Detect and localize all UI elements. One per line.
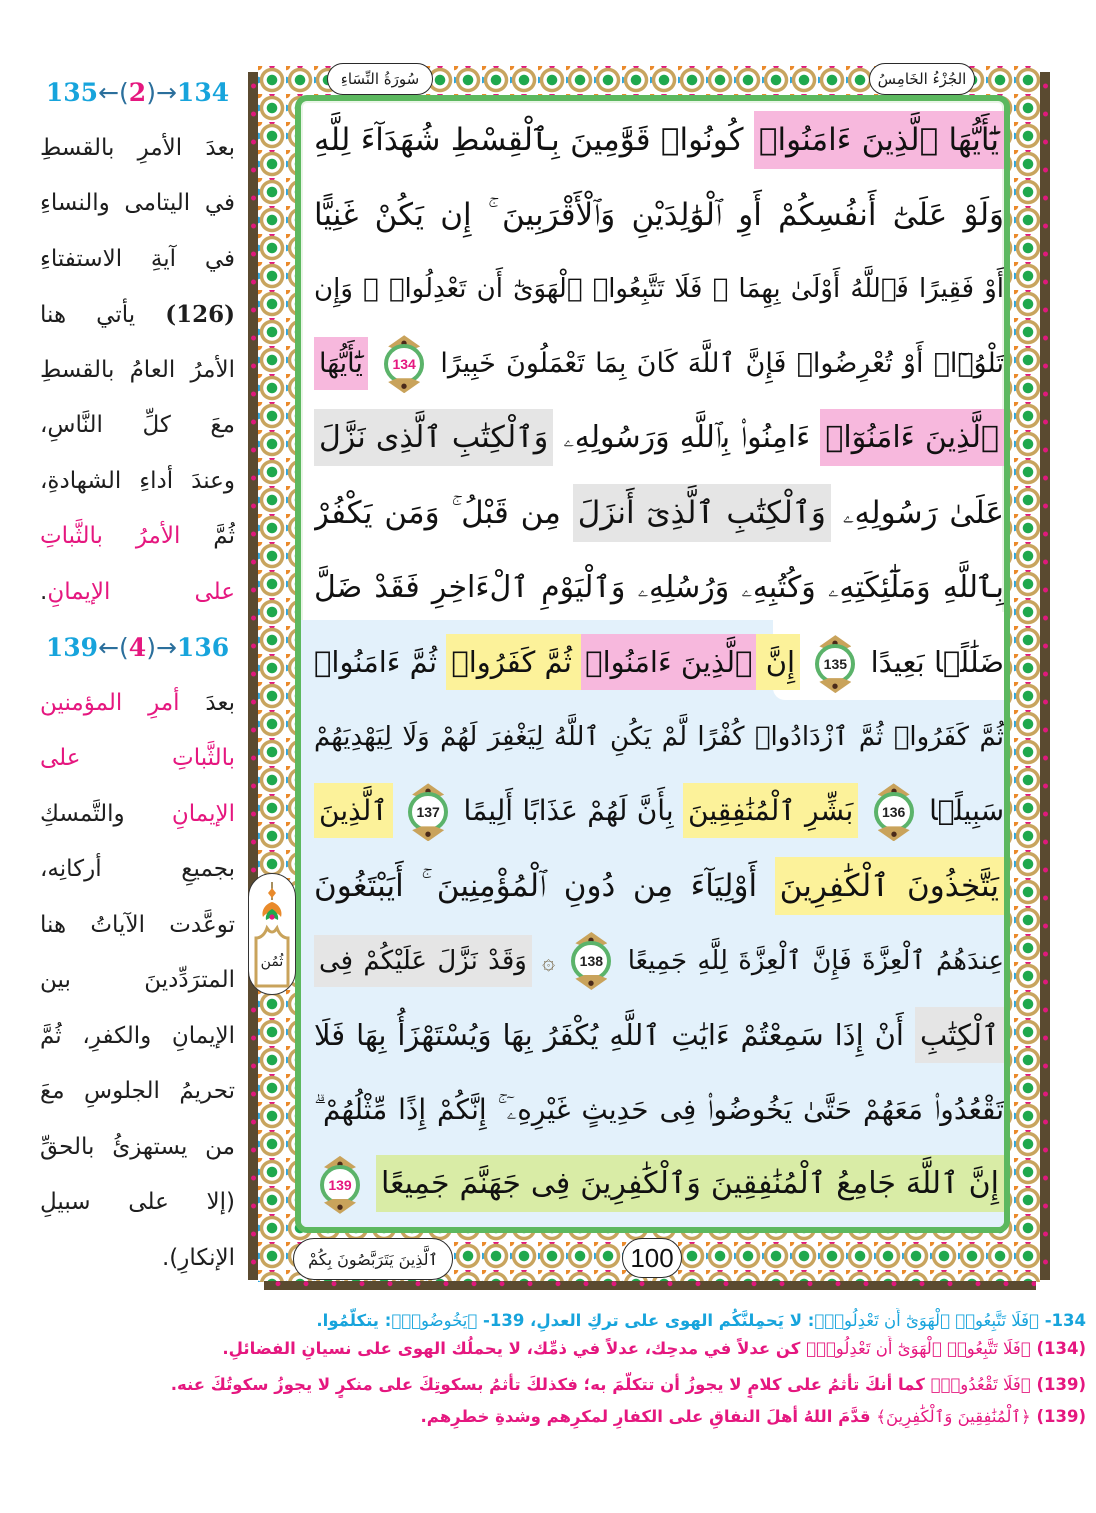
verse-text: سَبِيلًۢا — [929, 794, 1004, 828]
highlight-gray: وَقَدْ نَزَّلَ عَلَيْكُمْ فِى — [314, 935, 532, 987]
commentary-text: والتَّمسكِ — [40, 800, 172, 827]
verse-text: أَوْ فَقِيرًا فَٱللَّهُ أَوْلَىٰ بِهِمَا ۖ فَلَا تَتَّبِعُوا۟ ٱلْهَوَىٰٓ أَن تَعْدِلُوا۟ ۚ وَإِن — [314, 274, 1004, 305]
quran-line-2 — [314, 178, 1004, 253]
range-end: 135 — [45, 78, 99, 107]
quran-line-6 — [314, 476, 1004, 551]
quran-line-8 — [314, 625, 1004, 700]
thumn-marker — [248, 873, 296, 995]
verse-end-marker — [812, 635, 858, 693]
verse-text: ثُمَّ كَفَرُوا۟ ثُمَّ ٱزْدَادُوا۟ كُفْرًا لَّمْ يَكُنِ ٱللَّهُ لِيَغْفِرَ لَهُمْ وَلَا لِيَهْدِيَهُمْ — [314, 721, 1004, 752]
note-verse-number: 134- — [1038, 1311, 1086, 1330]
verse-number: 137 — [408, 792, 448, 832]
range-start: 136 — [176, 633, 230, 662]
commentary-text: يأتي هنا — [40, 302, 166, 328]
verse-number: 136 — [874, 792, 914, 832]
verse-text: عَلَىٰ رَسُولِهِۦ — [842, 494, 1004, 531]
thumn-ornament-icon — [250, 878, 294, 990]
border-tick-marks-left — [248, 72, 258, 1280]
commentary-line — [40, 287, 235, 343]
verse-text: مِن قَبْلُ ۚ وَمَن يَكْفُرْ — [314, 494, 561, 531]
verse-text: إِنَّ — [765, 645, 796, 680]
note-verse-number: (134) — [1030, 1339, 1086, 1358]
commentary-emphasis: الإيمانِ — [171, 800, 235, 827]
commentary-emphasis: أمرِ المؤمنين — [40, 689, 180, 716]
commentary-line — [40, 731, 235, 787]
highlight-gray: وَٱلْكِتَٰبِ ٱلَّذِى نَزَّلَ — [314, 409, 553, 466]
reflection-note — [222, 1336, 1086, 1362]
surah-name: سُورَةُ النِّسَاءِ — [340, 70, 420, 88]
verse-text: ضَلَٰلًۢا بَعِيدًا — [870, 645, 1004, 680]
quran-line-11 — [314, 849, 1004, 924]
marker-ornament-bottom — [412, 826, 444, 841]
verse-reference: (126) — [165, 301, 235, 328]
commentary-line — [40, 1231, 235, 1287]
note-quote: ﴿يَخُوضُوا۟﴾ — [391, 1311, 478, 1330]
note-text: كما أنكَ تأثمُ على كلامٍ لا يجو‌زُ أن تتكلَّمَ به؛ فكذلكَ تأثمُ بسكوتِكَ على منكرٍ لا يجوزُ سكوتُكَ عنه. — [170, 1375, 931, 1394]
catchword-text: ٱلَّذِينَ يَتَرَبَّصُونَ بِكُمْ — [308, 1249, 438, 1269]
verse-text: تَقْعُدُوا۟ مَعَهُمْ حَتَّىٰ يَخُوضُوا۟ فِى حَدِيثٍ غَيْرِهِۦٓ ۚ إِنَّكُمْ إِذًا مِّثْلُهُمْ ۗ — [314, 1092, 1004, 1126]
arrow-left-icon: ← — [98, 78, 120, 107]
quran-line-12 — [314, 924, 1004, 999]
verse-number: 134 — [384, 344, 424, 384]
verse-text: ثُمَّ كَفَرُوا۟ — [451, 645, 572, 680]
marker-ornament-bottom — [324, 1199, 356, 1214]
highlight-yellow: يَتَّخِذُونَ ٱلْكَٰفِرِينَ — [775, 857, 1004, 915]
verse-text: ثُمَّ ءَامَنُوا۟ — [314, 645, 438, 680]
quran-line-5 — [314, 401, 1004, 476]
page-number — [622, 1238, 682, 1278]
commentary-text: (إلا على سبيلِ — [40, 1189, 235, 1215]
marker-ornament-bottom — [819, 678, 851, 693]
commentary-text: معَ كلِّ النَّاسِ، — [40, 412, 235, 438]
paren: ) — [146, 633, 156, 662]
commentary-text: بعدَ — [179, 689, 235, 716]
highlight-yellow: بَشِّرِ ٱلْمُنَٰفِقِينَ — [683, 783, 858, 838]
commentary-text: الإنكارِ). — [161, 1244, 235, 1271]
arrow-right-icon: → — [155, 633, 177, 662]
commentary-line — [40, 398, 235, 454]
verse-end-marker — [381, 335, 427, 393]
commentary-text: المترَدِّدينَ بين — [40, 967, 235, 993]
paren: ( — [119, 633, 129, 662]
quran-line-4 — [314, 327, 1004, 402]
verse-count: 4 — [128, 633, 147, 662]
commentary-text: الأمرُ العامُ بالقسطِ — [40, 356, 235, 383]
verse-end-marker — [405, 783, 451, 841]
vocabulary-note — [316, 1308, 1086, 1334]
highlight-pink: يَٰٓأَيُّهَا ٱلَّذِينَ ءَامَنُوا۟ — [754, 111, 1004, 169]
verse-text: بِٱللَّهِ وَمَلَٰٓئِكَتِهِۦ وَكُتُبِهِۦ وَرُسُلِهِۦ وَٱلْيَوْمِ ٱلْءَاخِرِ فَقَدْ ضَلَّ — [314, 569, 1004, 605]
verse-text: أَوْلِيَآءَ مِن دُونِ ٱلْمُؤْمِنِينَ ۚ أَيَبْتَغُونَ — [314, 867, 758, 904]
range-start: 134 — [176, 78, 230, 107]
commentary-text: من يستهزئُ بالحقِّ — [40, 1133, 235, 1160]
paren: ( — [119, 78, 129, 107]
paren: ) — [146, 78, 156, 107]
commentary-line — [40, 953, 235, 1009]
verse-text: وَلَوْ عَلَىٰٓ أَنفُسِكُمْ أَوِ ٱلْوَٰلِدَيْنِ وَٱلْأَقْرَبِينَ ۚ إِن يَكُنْ غَنِيًّا — [314, 196, 1004, 233]
thumn-label: ثُمُن — [260, 954, 284, 970]
commentary-text: بجميعِ أركانِه، — [40, 856, 235, 882]
quran-line-3 — [314, 252, 1004, 327]
highlight-gray: ٱلْكِتَٰبِ — [915, 1007, 1004, 1063]
verse-text: عِندَهُمُ ٱلْعِزَّةَ فَإِنَّ ٱلْعِزَّةَ لِلَّهِ جَمِيعًا — [627, 945, 1004, 976]
highlight-pink: ٱلَّذِينَ ءَامَنُوٓا۟ — [820, 409, 1004, 466]
verse-text: أَنْ إِذَا سَمِعْتُمْ ءَايَٰتِ ٱللَّهِ يُكْفَرُ بِهَا وَيُسْتَهْزَأُ بِهَا فَلَا — [314, 1018, 904, 1053]
border-tick-marks-bottom — [264, 1281, 1036, 1290]
commentary-text: وعندَ أداءِ الشهادةِ، — [40, 467, 235, 494]
commentary-text: بعدَ الأمرِ بالقسطِ — [40, 134, 235, 161]
quran-text-block — [314, 103, 1004, 1222]
surah-name-label — [327, 63, 433, 95]
arrow-right-icon: → — [155, 78, 177, 107]
commentary-line — [40, 1064, 235, 1120]
commentary-emphasis: بالثَّباتِ على — [40, 745, 235, 771]
verse-number: 138 — [571, 941, 611, 981]
commentary-text: الإيمانِ والكفرِ، ثُمَّ — [40, 1022, 235, 1049]
commentary-line — [40, 343, 235, 399]
highlight-yellow: ٱلَّذِينَ — [314, 783, 393, 838]
commentary-line — [40, 1175, 235, 1231]
commentary-line — [40, 1120, 235, 1176]
verse-end-marker — [568, 932, 614, 990]
verse-number: 139 — [320, 1165, 360, 1205]
highlight-yellow — [446, 634, 800, 690]
verse-end-marker — [871, 783, 917, 841]
commentary-emphasis: الأمرُ بالثَّباتِ — [40, 523, 181, 549]
verse-number: 135 — [815, 644, 855, 684]
quran-line-10 — [314, 774, 1004, 849]
marker-ornament-bottom — [575, 975, 607, 990]
note-text: قدَّمَ اللهُ أهلَ النفاقِ على الكفارِ لمكرِهم وشدةِ خطرِهم. — [420, 1407, 877, 1426]
highlight-gray: وَٱلْكِتَٰبِ ٱلَّذِىٓ أَنزَلَ — [573, 484, 831, 542]
commentary-line — [40, 509, 235, 565]
juz-name: الجُزْءُ الخَامِسُ — [877, 70, 967, 88]
note-text: : لا يَحمِلنَّكُم الهوى على تركِ العدلِ، 139- — [477, 1311, 815, 1330]
border-tick-marks-right — [1040, 72, 1050, 1280]
verse-text: كُونُوا۟ قَوَّٰمِينَ بِٱلْقِسْطِ شُهَدَآءَ لِلَّهِ — [314, 122, 744, 158]
commentary-line — [40, 842, 235, 898]
commentary-text: في اليتامى والنساءِ — [40, 190, 235, 216]
commentary-text: توعَّدت الآياتُ هنا — [40, 911, 235, 938]
quran-line-1 — [314, 103, 1004, 178]
hizb-quarter-icon: ۞ — [542, 949, 556, 975]
range-end: 139 — [45, 633, 99, 662]
verse-end-marker — [317, 1156, 363, 1214]
page-number-text: 100 — [630, 1242, 674, 1273]
commentary-line — [40, 232, 235, 288]
marker-ornament-bottom — [878, 826, 910, 841]
note-quote: ﴿فَلَا تَتَّبِعُوا۟ ٱلْهَوَىٰٓ أَن تَعْدِلُوا۟﴾ — [814, 1311, 1039, 1330]
verse-text: بِأَنَّ لَهُمْ عَذَابًا أَلِيمًا — [463, 794, 674, 828]
commentary-line — [40, 898, 235, 954]
arrow-left-icon: ← — [98, 633, 120, 662]
commentary-text: في آيةِ الاستفتاءِ — [40, 245, 235, 272]
commentary-text: تحريمُ الجلوسِ معَ — [40, 1078, 235, 1104]
verse-text: تَلْوُۥٓا۟ أَوْ تُعْرِضُوا۟ فَإِنَّ ٱللَّهَ كَانَ بِمَا تَعْمَلُونَ خَبِيرًا — [440, 347, 1004, 379]
commentary-line — [40, 121, 235, 177]
quran-line-14 — [314, 1073, 1004, 1148]
commentary-line — [40, 676, 235, 732]
quran-line-9 — [314, 700, 1004, 775]
highlight-pink: ٱلَّذِينَ ءَامَنُوا۟ — [581, 634, 756, 690]
note-quote: ﴿ٱلْمُنَٰفِقِينَ وَٱلْكَٰفِرِينَ﴾ — [876, 1407, 1031, 1426]
commentary-line — [40, 1009, 235, 1065]
verse-range-header — [40, 65, 235, 121]
note-verse-number: (139) — [1030, 1407, 1086, 1426]
note-text: كن عدلاً في مدحِك، عدلاً في ذمِّك، لا يحملُك الهوى على نسيانِ الفضائلِ. — [222, 1339, 807, 1358]
commentary-text: ثُمَّ — [180, 523, 235, 549]
verse-range-header — [40, 620, 235, 676]
highlight-pink: يَٰٓأَيُّهَا — [314, 337, 368, 390]
commentary-line — [40, 787, 235, 843]
note-quote: ﴿فَلَا تَقْعُدُوا۟﴾ — [930, 1375, 1031, 1394]
next-page-catchword — [293, 1238, 453, 1280]
reflection-note — [421, 1404, 1087, 1430]
commentary-emphasis: على الإيمانِ — [47, 578, 235, 605]
quran-line-15 — [314, 1147, 1004, 1222]
commentary-sidebar — [40, 65, 235, 1286]
quran-line-13 — [314, 998, 1004, 1073]
verse-text: ءَامِنُوا۟ بِٱللَّهِ وَرَسُولِهِۦ — [563, 420, 811, 456]
quran-line-7 — [314, 551, 1004, 626]
note-quote: ﴿فَلَا تَتَّبِعُوا۟ ٱلْهَوَىٰٓ أَن تَعْدِلُوا۟﴾ — [806, 1339, 1031, 1358]
verse-count: 2 — [128, 78, 147, 107]
marker-ornament-bottom — [388, 378, 420, 393]
commentary-line — [40, 176, 235, 232]
commentary-text: . — [40, 578, 48, 605]
note-verse-number: (139) — [1030, 1375, 1086, 1394]
commentary-line — [40, 454, 235, 510]
juz-label — [869, 63, 975, 95]
commentary-line — [40, 565, 235, 621]
highlight-green: إِنَّ ٱللَّهَ جَامِعُ ٱلْمُنَٰفِقِينَ وَٱلْكَٰفِرِينَ فِى جَهَنَّمَ جَمِيعًا — [376, 1155, 1004, 1212]
note-text: : يتكلَّمُوا. — [316, 1311, 392, 1330]
reflection-note — [171, 1372, 1086, 1398]
